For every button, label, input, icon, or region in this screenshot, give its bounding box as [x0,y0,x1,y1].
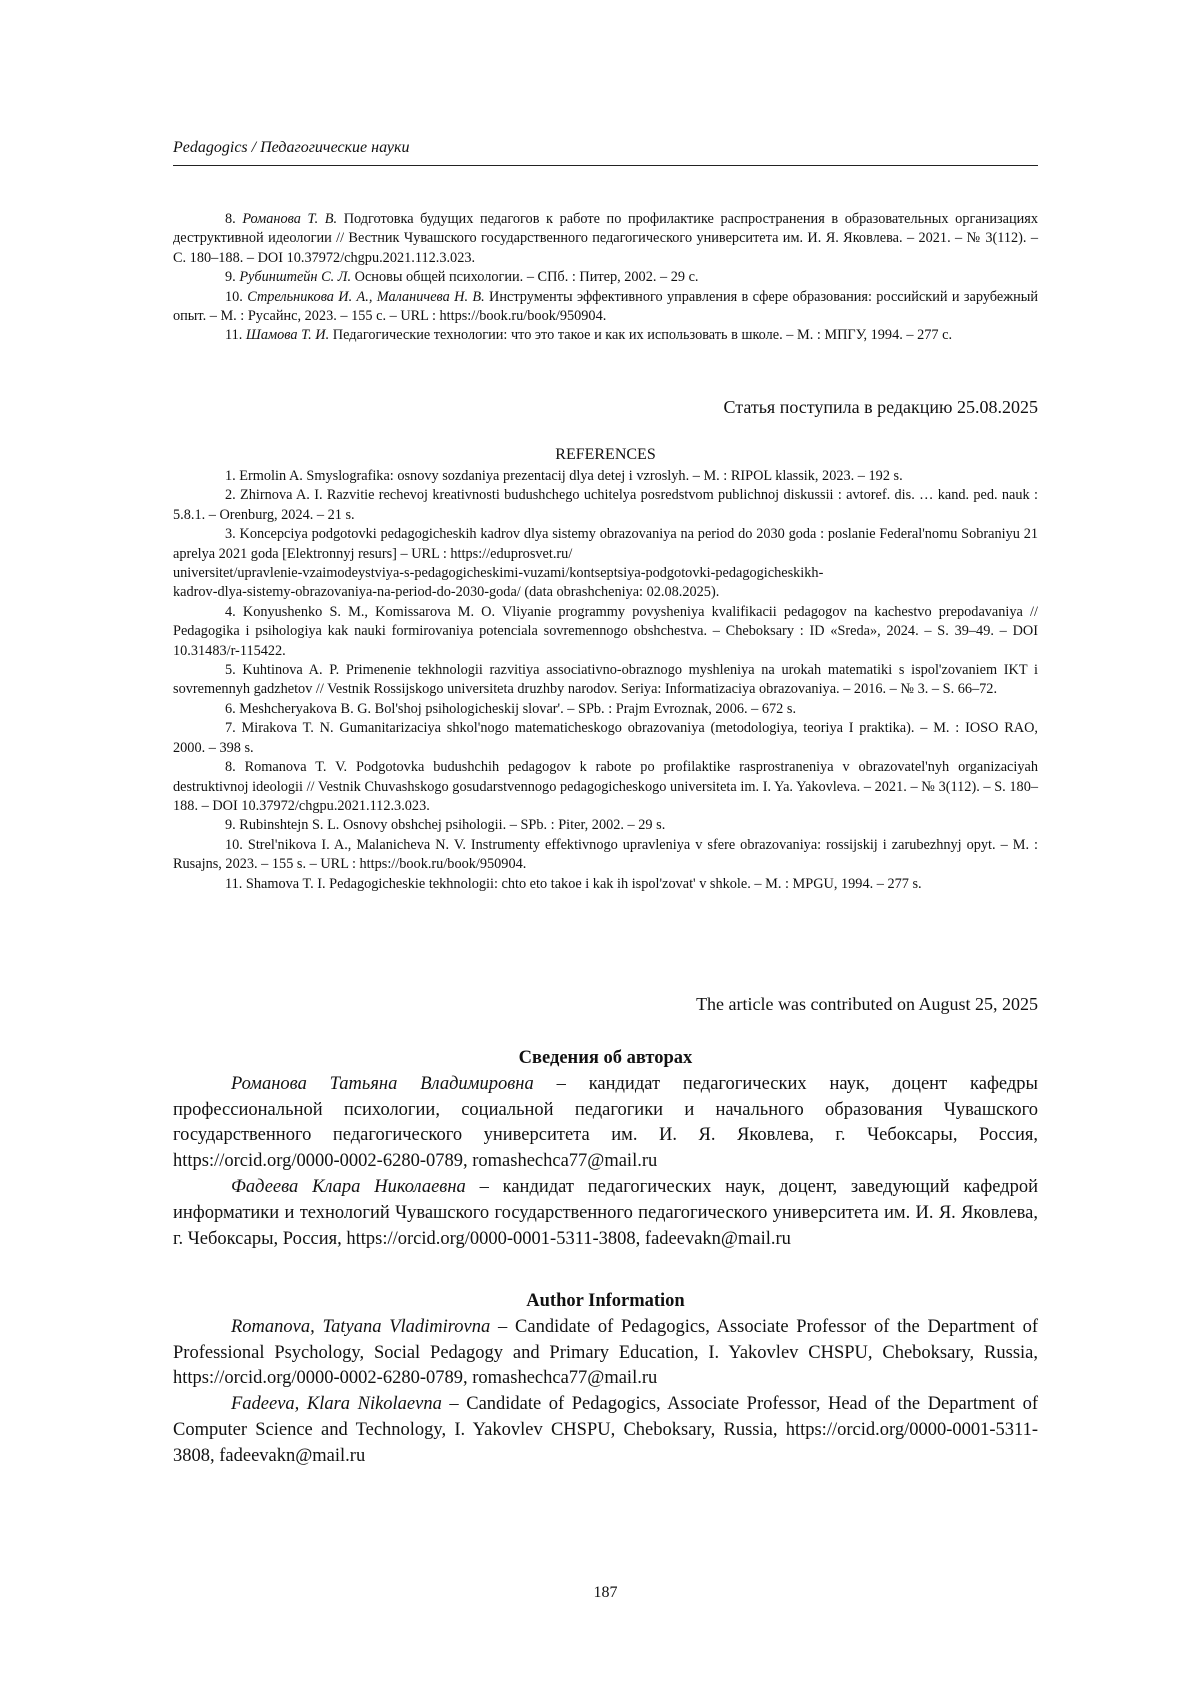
reference-en-url-line: universitet/upravlenie-vzaimodeystviya-s-pedagogicheskimi-vuzami/kontseptsiya-podgotovki-pedagogicheskikh- [173,565,824,582]
author-details: – кандидат педагогических наук, доцент кафедры профессиональной психологии, социальной педагогики и начального образования Чувашского государственного педагогического университета им. И. Я. Яковлева, г. Чебоксары, Россия, https://orcid.org/0000-0002-6280-0789, romashechca77@mail.ru [173,1073,1038,1172]
reference-ru-item [173,210,1038,268]
author-details: – Candidate of Pedagogics, Associate Professor, Head of the Department of Computer Science and Technology, I. Yakovlev CHSPU, Cheboksary, Russia, https://orcid.org/0000-0001-5311-3808, fadeevakn@mail.ru [173,1394,1038,1466]
reference-en-item: 3. Koncepciya podgotovki pedagogicheskih kadrov dlya sistemy obrazovaniya na period do 2030 goda : poslanie Federal'nomu Sobraniyu 21 aprelya 2021 goda [Elektronnyj resurs] – URL : https://eduprosvet.ru/ [173,526,1038,562]
author-en-entry [173,1315,1038,1392]
running-title: Pedagogics / Педагогические науки [173,139,410,156]
reference-author: Стрельникова И. А., Маланичева Н. В. [247,288,485,305]
reference-text: Подготовка будущих педагогов к работе по профилактике распространения в образовательных организациях деструктивной идеологии // Вестник Чувашского государственного педагогического университета им. И. Я. Яковлева. – 2021. – № 3(112). – С. 180–188. – DOI 10.37972/chgpu.2021.112.3.023. [173,211,1038,266]
reference-en-item: 7. Mirakova T. N. Gumanitarizaciya shkol'nogo matematicheskogo obrazovaniya (metodologiya, teoriya I praktika). – M. : IOSO RAO, 2000. – 398 s. [173,720,1038,756]
reference-en-item: 11. Shamova T. I. Pedagogicheskie tekhnologii: chto eto takoe i kak ih ispol'zovat' v shkole. – M. : MPGU, 1994. – 277 s. [225,875,922,892]
reference-ru-item [173,288,1038,327]
author-name: Фадеева Клара Николаевна [231,1176,466,1197]
reference-ru-item [173,268,1038,287]
reference-author: Рубинштейн С. Л. [239,269,352,286]
author-name: Romanova, Tatyana Vladimirovna [231,1316,491,1337]
reference-text: Педагогические технологии: что это такое и как их использовать в школе. – М. : МПГУ, 1994. – 277 с. [329,327,953,344]
reference-number: 9. [225,269,236,286]
reference-en-item: 9. Rubinshtejn S. L. Osnovy obshchej psihologii. – SPb. : Piter, 2002. – 29 s. [225,817,666,834]
reference-text: Основы общей психологии. – СПб. : Питер, 2002. – 29 с. [351,269,699,286]
reference-author: Романова Т. В. [242,211,338,227]
authors-ru-heading: Сведения об авторах [518,1048,693,1068]
reference-en-item: 8. Romanova T. V. Podgotovka budushchih pedagogov k rabote po profilaktike rasprostraneniya v obrazovatel'nyh organizaciyah destruktivnoj ideologii // Vestnik Chuvashskogo gosudarstvennogo pedagogicheskogo universiteta im. I. Ya. Yakovleva. – 2021. – № 3(112). – S. 180–188. – DOI 10.37972/chgpu.2021.112.3.023. [173,759,1038,814]
authors-en-heading: Author Information [526,1291,685,1311]
reference-en-item: 1. Ermolin A. Smyslografika: osnovy sozdaniya prezentacij dlya detej i vzroslyh. – M. : RIPOL klassik, 2023. – 192 s. [225,468,903,484]
author-name: Fadeeva, Klara Nikolaevna [231,1394,442,1415]
reference-text: Инструменты эффективного управления в сфере образования: российский и зарубежный опыт. – М. : Русайнс, 2023. – 155 с. – URL : https://book.ru/book/950904. [173,288,1038,325]
author-en-entry [173,1392,1038,1469]
header-rule [173,165,1038,166]
authors-ru-section [173,1046,1038,1252]
reference-number: 8. [225,211,236,227]
journal-page [173,0,1038,1697]
references-ru-list [173,210,1038,346]
reference-en-item: 2. Zhirnova A. I. Razvitie rechevoj kreativnosti budushchego uchitelya posredstvom publichnoj diskussii : avtoref. dis. … kand. ped. nauk : 5.8.1. – Orenburg, 2024. – 21 s. [173,487,1038,523]
reference-ru-item [173,326,1038,345]
reference-author: Шамова Т. И. [245,327,330,344]
references-en-list [173,467,1038,894]
reference-en-item: 4. Konyushenko S. M., Komissarova M. O. Vliyanie programmy povysheniya kvalifikacii pedagogov na kachestvo prepodavaniya // Pedagogika i psihologiya kak nauki formirovaniya potenciala sovremennogo obshchestva. – Cheboksary : ID «Sreda», 2024. – S. 39–49. – DOI 10.31483/r-115422. [173,603,1038,659]
author-details: – кандидат педагогических наук, доцент, заведующий кафедрой информатики и технологий Чувашского государственного педагогического университета им. И. Я. Яковлева, г. Чебоксары, Россия, https://orcid.org/0000-0001-5311-3808, fadeevakn@mail.ru [173,1176,1038,1249]
reference-en-item: 10. Strel'nikova I. A., Malanicheva N. V. Instrumenty effektivnogo upravleniya v sfere obrazovaniya: rossijskij i zarubezhnyj opyt. – M. : Rusajns, 2023. – 155 s. – URL : https://book.ru/book/950904. [173,836,1038,873]
received-date-en: The article was contributed on August 25, 2025 [696,994,1038,1014]
author-name: Романова Татьяна Владимировна [231,1073,534,1094]
reference-en-url-line: kadrov-dlya-sistemy-obrazovaniya-na-period-do-2030-goda/ (data obrashcheniya: 02.08.2025). [173,584,720,601]
reference-number: 11. [225,327,243,344]
author-ru-entry [173,1175,1038,1252]
received-date-ru: Статья поступила в редакцию 25.08.2025 [723,397,1038,417]
reference-number: 10. [225,288,243,305]
reference-en-item: 5. Kuhtinova A. P. Primenenie tekhnologii razvitiya associativno-obraznogo myshleniya na urokah matematiki s ispol'zovaniem IKT i sovremennyh gadzhetov // Vestnik Rossijskogo universiteta druzhby narodov. Seriya: Informatizaciya obrazovaniya. – 2016. – № 3. – S. 66–72. [173,662,1038,698]
authors-en-section [173,1289,1038,1470]
author-details: – Candidate of Pedagogics, Associate Professor of the Department of Professional Psychology, Social Pedagogy and Primary Education, I. Yakovlev CHSPU, Cheboksary, Russia, https://orcid.org/0000-0002-6280-0789, romashechca77@mail.ru [173,1316,1038,1389]
author-ru-entry [173,1072,1038,1175]
page-number: 187 [593,1584,618,1601]
reference-en-item: 6. Meshcheryakova B. G. Bol'shoj psihologicheskij slovar'. – SPb. : Prajm Evroznak, 2006. – 672 s. [225,700,797,717]
references-en-heading: REFERENCES [555,446,656,463]
